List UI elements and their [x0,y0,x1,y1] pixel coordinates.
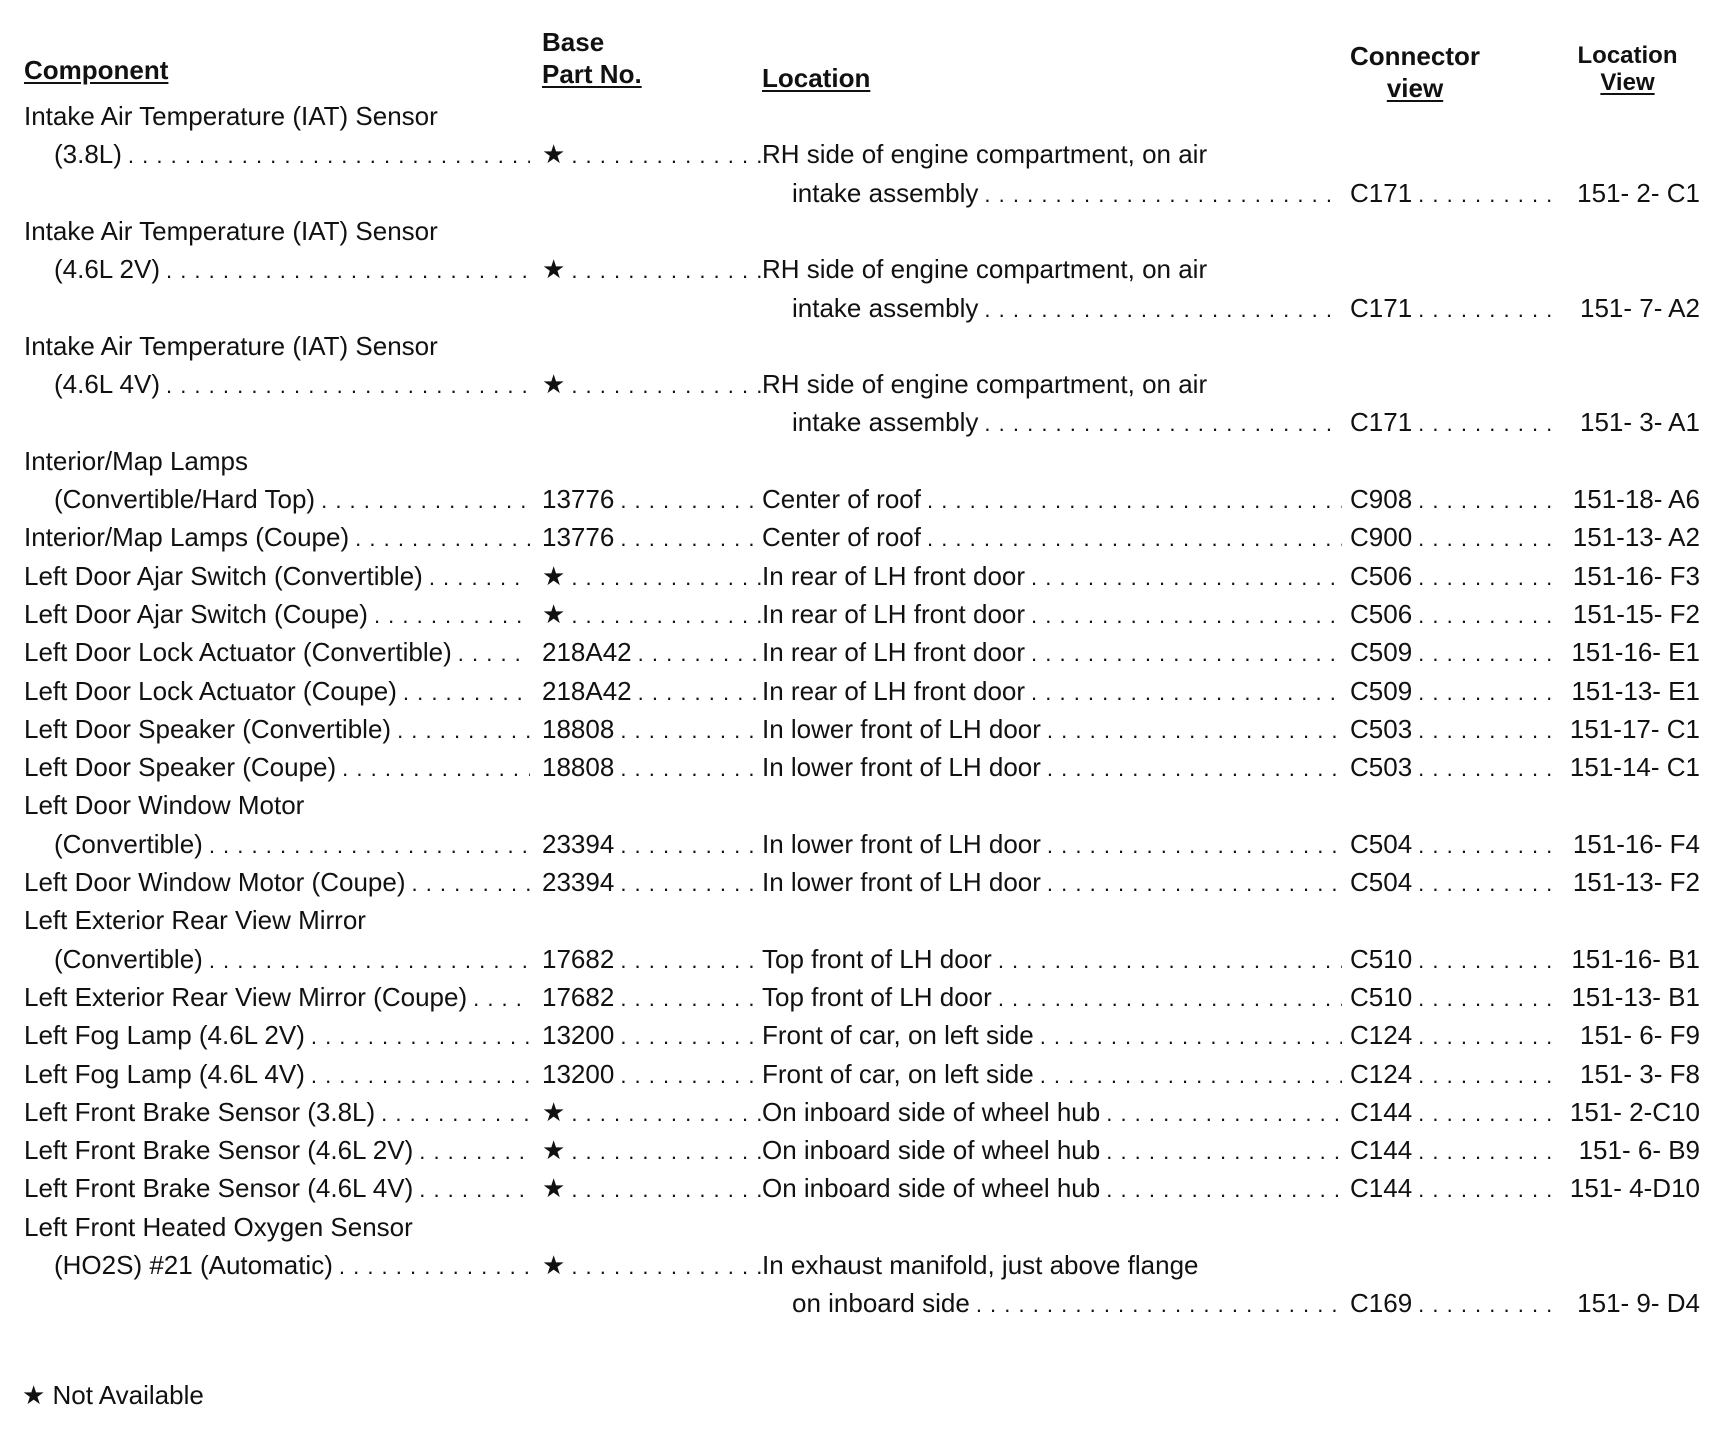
location [762,709,1342,751]
table-row [0,1207,1710,1247]
base-part-no [542,479,762,521]
header-location [762,62,870,94]
connector-view-text: C503 [1350,713,1413,744]
location-view-text: 151-18- A6 [1572,484,1700,514]
location-view-text: 151-16- F3 [1572,560,1700,591]
connector-view-text: C124 [1350,1020,1413,1051]
connector-view [1350,939,1560,981]
location-cont [792,173,1342,215]
table-row [0,517,1710,557]
connector-view [1350,1015,1560,1057]
component-name [24,671,530,713]
location [762,134,1342,174]
component-name-cont [54,479,530,521]
component-name [24,326,530,366]
location-view [1560,939,1705,979]
base-part-no-text: ★ [542,560,566,591]
base-part-no-text: ★ [542,369,566,400]
table-row [0,900,1710,940]
location-view-text: 151-13- B1 [1571,981,1700,1012]
component-name-text: Intake Air Temperature (IAT) Sensor [24,215,438,246]
component-name [24,1207,530,1247]
connector-view [1350,1283,1560,1325]
location-view [1560,709,1705,749]
location-cont-text: intake assembly [792,407,979,438]
location [762,824,1342,866]
connector-view [1350,1130,1560,1172]
location [762,364,1342,404]
component-name-text: Left Exterior Rear View Mirror [24,905,366,936]
connector-view [1350,517,1560,559]
location-view [1560,1092,1705,1132]
base-part-no [542,671,762,713]
table-row [0,364,1710,404]
connector-view-text: C169 [1350,1288,1413,1319]
location-view [1560,594,1705,634]
location-text: On inboard side of wheel hub [762,1096,1101,1127]
location-cont-text: intake assembly [792,177,979,208]
table-row [0,479,1710,519]
location-view [1560,862,1705,902]
component-name-cont [54,364,530,406]
component-name-text: Left Door Lock Actuator (Coupe) [24,675,397,706]
location-text: RH side of engine compartment, on air [762,369,1208,400]
connector-view [1350,747,1560,789]
connector-view-text: C509 [1350,637,1413,668]
table-row [0,96,1710,136]
header-base-line2: Part No. [542,59,642,89]
base-part-no-text: 23394 [542,828,615,859]
table-row [0,785,1710,825]
component-name [24,1054,530,1096]
base-part-no-text: 23394 [542,867,615,897]
location-cont [792,402,1342,444]
component-name-cont-text: (4.6L 4V) [54,369,160,400]
base-part-no [542,134,762,176]
location-view [1560,824,1705,864]
component-name-text: Left Front Brake Sensor (4.6L 4V) [24,1173,414,1204]
connector-view [1350,402,1560,444]
table-row [0,134,1710,174]
component-name-text: Interior/Map Lamps [24,445,248,476]
location-text: In lower front of LH door [762,752,1041,783]
component-name-text: Left Fog Lamp (4.6L 4V) [24,1058,305,1089]
component-name [24,785,530,825]
location-text: Front of car, on left side [762,1058,1034,1089]
location-cont [792,1283,1342,1325]
location-view [1560,977,1705,1017]
connector-view-text: C144 [1350,1135,1413,1166]
component-name-text: Left Exterior Rear View Mirror (Coupe) [24,981,468,1012]
base-part-no-text: ★ [542,598,566,629]
connector-view-text: C503 [1350,752,1413,783]
table-row [0,939,1710,979]
component-name-cont-text: (HO2S) #21 (Automatic) [54,1250,333,1280]
component-name-cont [54,249,530,291]
table-row [0,211,1710,251]
table-row [0,747,1710,787]
component-name [24,211,530,251]
header-locview-line2: View [1600,69,1655,96]
table-row [0,249,1710,289]
component-name [24,441,530,481]
location-view-text: 151-15- F2 [1572,598,1700,629]
location-view [1560,632,1705,672]
location-cont-text: on inboard side [792,1288,970,1319]
header-component [24,54,168,86]
base-part-no-text: 13200 [542,1058,615,1089]
table-row [0,326,1710,366]
location-text: In exhaust manifold, just above flange [762,1250,1199,1280]
component-name [24,1168,530,1210]
location [762,747,1342,789]
connector-view-text: C506 [1350,598,1413,629]
location-view-text: 151-13- A2 [1572,522,1700,553]
component-name-text: Left Front Heated Oxygen Sensor [24,1211,413,1242]
component-name-text: Interior/Map Lamps (Coupe) [24,522,350,553]
table-row [0,441,1710,481]
connector-view [1350,594,1560,636]
base-part-no-text: 17682 [542,981,615,1012]
base-part-no [542,939,762,981]
component-name [24,594,530,636]
component-name [24,900,530,940]
base-part-no-text: 218A42 [542,637,632,668]
base-part-no [542,1130,762,1172]
connector-view-text: C144 [1350,1096,1413,1127]
table-row [0,556,1710,596]
connector-view-text: C510 [1350,981,1413,1012]
connector-view [1350,288,1560,330]
location-text: RH side of engine compartment, on air [762,139,1208,170]
connector-view [1350,1054,1560,1096]
location-view [1560,1054,1705,1094]
location-text: On inboard side of wheel hub [762,1173,1101,1204]
base-part-no [542,632,762,674]
header-base-part-no [542,26,642,90]
location-view-text: 151- 6- B9 [1578,1135,1700,1166]
connector-view [1350,709,1560,751]
location-view-text: 151-16- F4 [1572,828,1700,859]
location [762,1130,1342,1172]
connector-view [1350,479,1560,521]
table-row [0,1245,1710,1285]
component-name-cont-text: (Convertible/Hard Top) [54,484,316,514]
header-location-view [1555,42,1700,96]
component-name [24,517,530,559]
table-row [0,977,1710,1017]
table-row [0,288,1710,328]
base-part-no [542,747,762,789]
base-part-no-text: 18808 [542,752,615,783]
component-name [24,632,530,674]
table-row [0,862,1710,902]
connector-view-text: C900 [1350,522,1413,553]
connector-view-text: C504 [1350,867,1413,897]
connector-view-text: C504 [1350,828,1413,859]
header-connector-line2: view [1386,73,1444,103]
base-part-no [542,709,762,751]
location [762,1092,1342,1134]
location-view-text: 151- 3- F8 [1580,1058,1700,1089]
table-row [0,1130,1710,1170]
table-row [0,1092,1710,1132]
location-view-text: 151-13- E1 [1571,675,1700,706]
table-row [0,173,1710,213]
component-name [24,977,530,1019]
connector-view [1350,862,1560,904]
table-row [0,632,1710,672]
base-part-no-text: 18808 [542,713,615,744]
location-view [1560,1168,1705,1208]
location-view [1560,479,1705,519]
base-part-no [542,1015,762,1057]
connector-view [1350,824,1560,866]
header-locview-line1: Location [1577,42,1678,69]
base-part-no [542,249,762,291]
component-name [24,747,530,789]
connector-view-text: C171 [1350,177,1413,208]
location [762,249,1342,289]
table-row [0,671,1710,711]
component-name [24,862,530,904]
connector-view [1350,173,1560,215]
location-view-text: 151- 2-C10 [1569,1096,1700,1127]
base-part-no-text: 17682 [542,943,615,974]
base-part-no [542,556,762,598]
base-part-no-text: ★ [542,1135,566,1166]
location-text: Front of car, on left side [762,1020,1034,1051]
location [762,1168,1342,1210]
table-row [0,402,1710,442]
connector-view-text: C908 [1350,484,1413,514]
location [762,517,1342,559]
base-part-no [542,364,762,406]
location [762,1054,1342,1096]
base-part-no-text: ★ [542,254,566,285]
header-component-text: Component [24,55,169,85]
location-view [1560,402,1705,442]
component-name-text: Left Door Lock Actuator (Convertible) [24,637,452,668]
location-text: In rear of LH front door [762,637,1026,668]
location [762,479,1342,521]
location-text: In lower front of LH door [762,828,1041,859]
location-view [1560,1130,1705,1170]
base-part-no [542,977,762,1019]
location [762,939,1342,981]
table-row [0,709,1710,749]
component-name [24,1130,530,1172]
base-part-no [542,824,762,866]
location-view-text: 151-14- C1 [1569,752,1700,783]
connector-view [1350,556,1560,598]
connector-view-text: C506 [1350,560,1413,591]
location-text: Center of roof [762,522,921,553]
header-connector-view [1340,40,1490,104]
header-connector-line1: Connector [1350,41,1480,71]
component-name [24,556,530,598]
base-part-no-text: ★ [542,139,566,170]
location [762,594,1342,636]
base-part-no [542,594,762,636]
connector-view-text: C510 [1350,943,1413,974]
table-row [0,1015,1710,1055]
component-name-cont-text: (Convertible) [54,943,203,974]
component-name-cont [54,824,530,866]
base-part-no-text: 13776 [542,484,615,514]
connector-view [1350,632,1560,674]
location-view [1560,671,1705,711]
component-name-text: Left Fog Lamp (4.6L 2V) [24,1020,305,1051]
component-name-text: Intake Air Temperature (IAT) Sensor [24,101,438,131]
component-name-text: Left Door Ajar Switch (Convertible) [24,560,423,591]
base-part-no-text: 218A42 [542,675,632,706]
location-view-text: 151- 2- C1 [1577,177,1700,208]
component-name-cont [54,1245,530,1287]
component-name-text: Left Door Window Motor (Coupe) [24,867,406,897]
base-part-no [542,1168,762,1210]
location-text: Top front of LH door [762,981,992,1012]
location-view [1560,556,1705,596]
base-part-no [542,862,762,904]
location-text: In rear of LH front door [762,560,1026,591]
connector-view-text: C509 [1350,675,1413,706]
base-part-no [542,1092,762,1134]
base-part-no-text: 13776 [542,522,615,553]
component-name-text: Left Front Brake Sensor (4.6L 2V) [24,1135,414,1166]
header-base-line1: Base [542,27,605,57]
location-view [1560,1015,1705,1055]
component-name [24,709,530,751]
component-name-cont-text: (3.8L) [54,139,122,170]
base-part-no-text: ★ [542,1250,566,1280]
table-row [0,594,1710,634]
location-cont [792,288,1342,330]
component-name [24,96,530,136]
location [762,977,1342,1019]
header-location-text: Location [762,63,871,93]
connector-view-text: C171 [1350,292,1413,323]
location-text: On inboard side of wheel hub [762,1135,1101,1166]
location [762,862,1342,904]
location-view-text: 151- 6- F9 [1580,1020,1700,1051]
table-row [0,1283,1710,1323]
location-view-text: 151- 3- A1 [1580,407,1700,438]
connector-view [1350,977,1560,1019]
base-part-no-text: ★ [542,1096,566,1127]
location-view-text: 151-16- E1 [1571,637,1700,668]
location-view [1560,517,1705,557]
base-part-no [542,1245,762,1287]
location [762,671,1342,713]
component-name-text: Left Front Brake Sensor (3.8L) [24,1096,376,1127]
component-name-cont [54,939,530,981]
component-name-cont-text: (Convertible) [54,828,203,859]
connector-view [1350,671,1560,713]
component-name-cont-text: (4.6L 2V) [54,254,160,285]
component-name-text: Left Door Speaker (Coupe) [24,752,337,783]
location-view [1560,747,1705,787]
location-view-text: 151- 4-D10 [1569,1173,1700,1204]
location-view [1560,173,1705,213]
component-name-text: Left Door Window Motor [24,790,305,821]
location-view-text: 151- 9- D4 [1577,1288,1700,1319]
location-text: In rear of LH front door [762,598,1026,629]
location [762,632,1342,674]
component-name [24,1092,530,1134]
location-text: Center of roof [762,484,921,514]
base-part-no [542,1054,762,1096]
location-view-text: 151-17- C1 [1569,713,1700,744]
table-row [0,1168,1710,1208]
connector-view [1350,1092,1560,1134]
location [762,1245,1342,1285]
location-view-text: 151-16- B1 [1571,943,1700,974]
location-text: In lower front of LH door [762,713,1041,744]
connector-view-text: C124 [1350,1058,1413,1089]
location-cont-text: intake assembly [792,292,979,323]
location-text: RH side of engine compartment, on air [762,254,1208,285]
location-view-text: 151- 7- A2 [1580,292,1700,323]
base-part-no-text: ★ [542,1173,566,1204]
location-text: In lower front of LH door [762,867,1041,897]
base-part-no-text: 13200 [542,1020,615,1051]
component-name [24,1015,530,1057]
component-name-text: Left Door Ajar Switch (Coupe) [24,598,368,629]
table-row [0,1054,1710,1094]
location-view [1560,288,1705,328]
component-name-text: Left Door Speaker (Convertible) [24,713,392,744]
table-row [0,824,1710,864]
footnote-not-available: ★ Not Available [22,1380,204,1410]
location-text: Top front of LH door [762,943,992,974]
connector-view-text: C171 [1350,407,1413,438]
component-name-text: Intake Air Temperature (IAT) Sensor [24,330,438,361]
location-view-text: 151-13- F2 [1572,867,1700,897]
location-text: In rear of LH front door [762,675,1026,706]
location [762,556,1342,598]
connector-view [1350,1168,1560,1210]
connector-view-text: C144 [1350,1173,1413,1204]
location-view [1560,1283,1705,1323]
location [762,1015,1342,1057]
base-part-no [542,517,762,559]
component-name-cont [54,134,530,176]
